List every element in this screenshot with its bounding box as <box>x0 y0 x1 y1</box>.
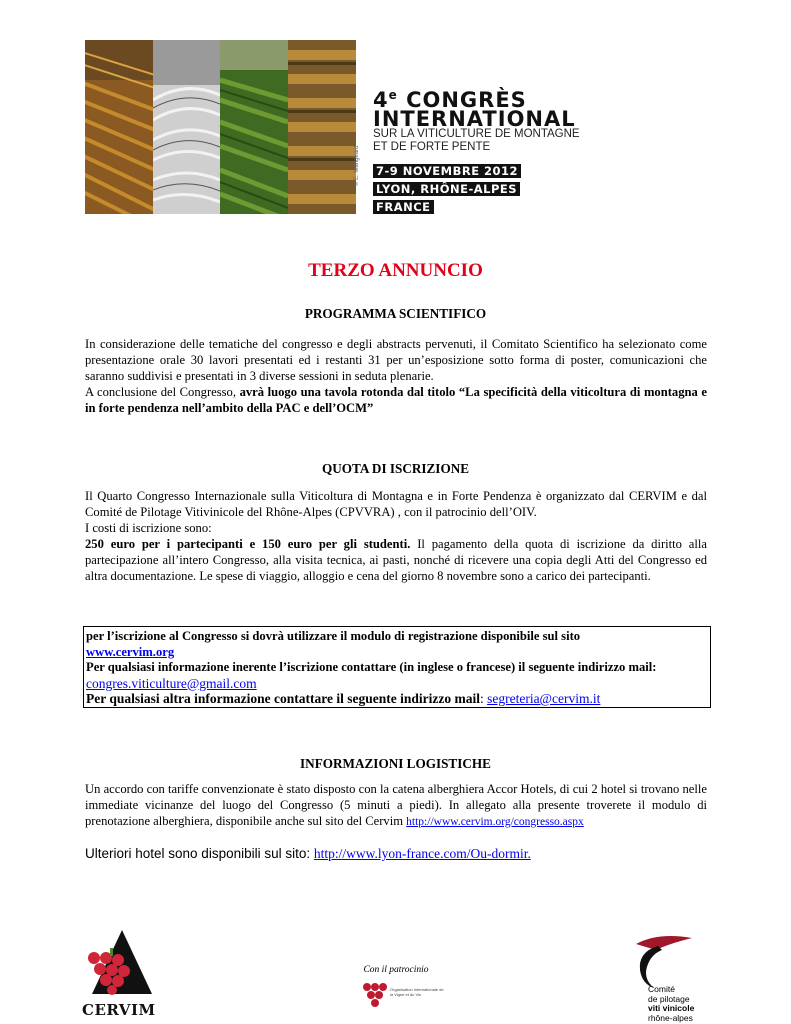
oiv-logo <box>346 977 446 1015</box>
congress-dates <box>373 162 521 216</box>
round-table-title: avrà luogo una tavola rotonda dal titolo “La specificità della viticoltura di montagna e in forte pendenza nell’ambito della PAC e dell’OCM” <box>85 385 707 415</box>
comite-text <box>648 985 708 1023</box>
congress-number-suffix: e <box>388 88 398 102</box>
fee-amounts: 250 euro per i partecipanti e 150 euro per gli studenti. <box>85 537 411 551</box>
logistics-heading: INFORMAZIONI LOGISTICHE <box>300 756 491 771</box>
other-hotels-line <box>85 845 531 863</box>
announcement-title: TERZO ANNUNCIO <box>308 260 483 281</box>
program-paragraph-1: In considerazione delle tematiche del congresso e degli abstracts pervenuti, il Comitato Scientifico ha selezionato come presentazione orale 30 lavori presentati ed i restanti 31 per un’esposizione sotto forma di poster, comunicazioni che saranno suddivisi e presentati in 3 diverse sessioni in seduta plenarie. <box>85 337 707 383</box>
comite-line-1: Comité <box>648 984 675 994</box>
cervim-logo <box>82 928 156 1019</box>
congress-subtitle-line1: SUR LA VITICULTURE DE MONTAGNE <box>373 128 580 140</box>
registration-contact-instruction: Per qualsiasi informazione inerente l’iscrizione contattare (in inglese o francese) il seguente indirizzo mail: <box>86 660 657 674</box>
cervim-logo-text: CERVIM <box>82 1001 156 1019</box>
comite-pilotage-logo <box>628 930 708 1023</box>
registration-email-link[interactable]: congres.viticulture@gmail.com <box>86 675 257 691</box>
fee-heading: QUOTA DI ISCRIZIONE <box>321 461 470 476</box>
other-hotels-text: Ulteriori hotel sono disponibili sul sito: <box>85 846 314 861</box>
congress-number: 4 <box>373 88 389 112</box>
date-line: 7-9 NOVEMBRE 2012 <box>373 164 521 178</box>
congress-word: CONGRÈS <box>397 88 527 112</box>
comite-line-3: viti vinicole <box>648 1003 695 1013</box>
patronage-text: Con il patrocinio <box>363 965 429 975</box>
photo-credit: © E. Mangeard <box>354 145 360 186</box>
congress-subtitle-line2: ET DE FORTE PENTE <box>373 141 491 153</box>
program-paragraph-2-intro: A conclusione del Congresso, <box>85 385 240 399</box>
other-info-separator: : <box>479 691 488 706</box>
secretariat-email-link[interactable]: segreteria@cervim.it <box>487 691 601 706</box>
registration-info-box <box>83 626 711 708</box>
vineyard-photo-summer <box>220 40 288 214</box>
location-line: LYON, RHÔNE-ALPES <box>373 182 520 196</box>
logistics-paragraph: Un accordo con tariffe convenzionate è stato disposto con la catena alberghiera Accor Hotels, di cui 2 hotel si trovano nelle immediate vicinanze del luogo del Congresso (5 minuti a piedi). In allegato alla presente troverete il modulo di prenotazione alberghiera, disponibile anche sul sito del Cervim <box>85 782 707 828</box>
comite-line-4: rhône-alpes <box>648 1012 693 1023</box>
cervim-website-link[interactable]: www.cervim.org <box>86 644 175 659</box>
country-line: FRANCE <box>373 200 434 214</box>
lyon-hotels-link[interactable]: http://www.lyon-france.com/Ou-dormir. <box>313 846 531 861</box>
congress-title-line2: INTERNATIONAL <box>373 107 576 131</box>
patronage-block <box>346 965 446 1015</box>
vineyard-photo-autumn <box>85 40 153 214</box>
fee-paragraph-3: Il pagamento della quota di iscrizione da diritto alla partecipazione all’intero Congresso, alla visita tecnica, ai pasti, nonché di ricevere una copia degli Atti del Congresso ed altra documentazione. Le spese di viaggio, alloggio e cena del giorno 8 novembre sono a carico dei partecipanti. <box>85 537 707 583</box>
hotel-booking-link[interactable]: http://www.cervim.org/congresso.aspx <box>406 816 584 828</box>
fee-paragraph-1: Il Quarto Congresso Internazionale sulla Viticoltura di Montagna e in Forte Pendenza è organizzato dal CERVIM e dal Comité de Pilotage Vitivinicole del Rhône-Alpes (CPVVRA) , con il patrocinio dell’OIV. <box>85 489 707 519</box>
vineyard-photo-winter <box>153 40 220 214</box>
registration-instruction: per l’iscrizione al Congresso si dovrà utilizzare il modulo di registrazione disponibile sul sito <box>86 629 581 643</box>
oiv-organisation-text: Organisation Internationale de la Vigne et du Vin <box>390 987 444 997</box>
logistics-text <box>85 781 707 830</box>
fee-paragraph-2: I costi di iscrizione sono: <box>85 521 212 535</box>
program-heading: PROGRAMMA SCIENTIFICO <box>304 306 487 321</box>
other-info-instruction: Per qualsiasi altra informazione contattare il seguente indirizzo mail <box>86 691 480 706</box>
program-text <box>85 336 707 416</box>
fee-text <box>85 488 707 584</box>
comite-line-2: de pilotage <box>648 993 690 1004</box>
comite-swirl-icon <box>628 930 698 990</box>
cervim-grapes-icon <box>82 928 154 998</box>
oiv-grapes-icon <box>360 979 390 1013</box>
vineyard-photo-terraces <box>288 40 356 214</box>
